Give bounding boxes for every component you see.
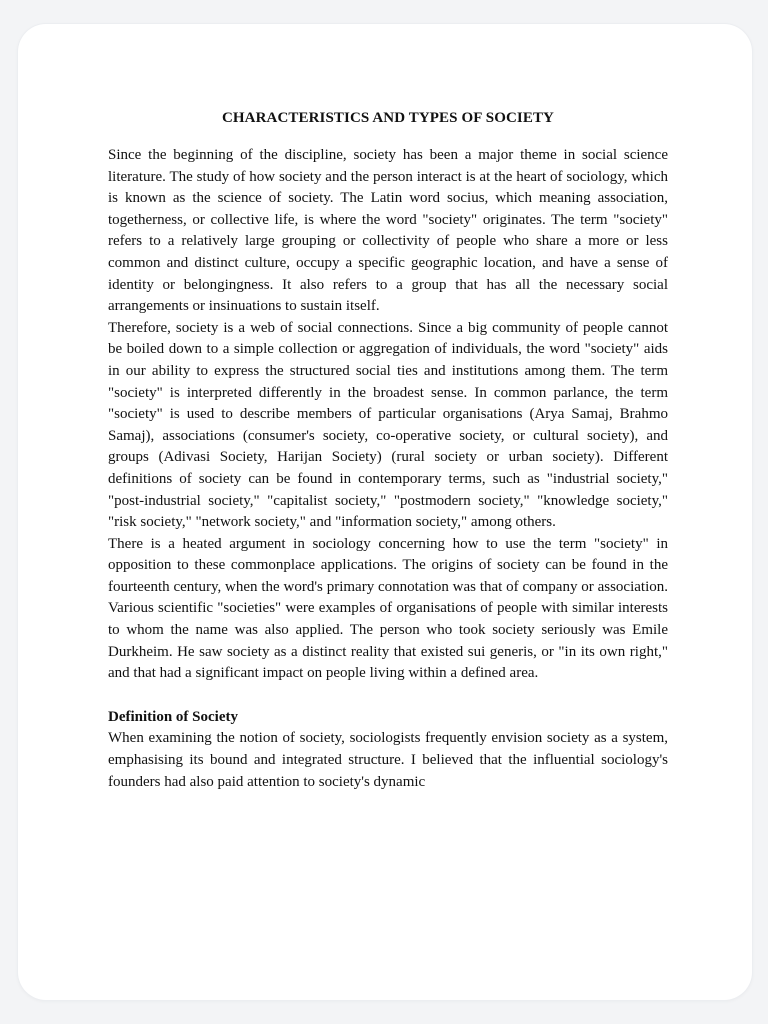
- paragraph-social-connections: Therefore, society is a web of social connections. Since a big community of people cannot be boiled down to a simple collection or aggregation of individuals, the word "society" aids in our ability to express the structured social ties and institutions among them. The term "society" is interpreted differently in the broadest sense. In common parlance, the term "society" is used to describe members of particular organisations (Arya Samaj, Brahmo Samaj), associations (consumer's society, co-operative society, or cultural society), and groups (Adivasi Society, Harijan Society) (rural society or urban society). Different definitions of society can be found in contemporary terms, such as "industrial society," "post-industrial society," "capitalist society," "postmodern society," "knowledge society," "risk society," "network society," and "information society," among others.: [108, 319, 668, 531]
- document-title: CHARACTERISTICS AND TYPES OF SOCIETY: [221, 110, 554, 126]
- paragraph-intro: Since the beginning of the discipline, society has been a major theme in social science literature. The study of how society and the person interact is at the heart of sociology, which is known as the science of society. The Latin word socius, which meaning association, togetherness, or collective life, is where the word "society" originates. The term "society" refers to a relatively large grouping or collectivity of people who share a more or less common and distinct culture, occupy a specific geographic location, and have a sense of identity or belongingness. It also refers to a group that has all the necessary social arrangements or insinuations to sustain itself.: [108, 147, 668, 315]
- paragraph-sociology-argument: There is a heated argument in sociology concerning how to use the term "society" in opposition to these commonplace applications. The origins of society can be found in the fourteenth century, when the word's primary connotation was that of company or association. Various scientific "societies" were examples of organisations of people with similar interests to whom the name was also applied. The person who took society seriously was Emile Durkheim. He saw society as a distinct reality that existed sui generis, or "in its own right," and that had a significant impact on people living within a defined area.: [108, 535, 668, 682]
- document-page: [18, 24, 752, 1000]
- document-body: [108, 108, 668, 793]
- section-heading: Definition of Society: [108, 708, 238, 725]
- paragraph-definition: When examining the notion of society, sociologists frequently envision society as a system, emphasising its bound and integrated structure. I believed that the influential sociology's founders had also paid attention to society's dynamic: [108, 730, 668, 790]
